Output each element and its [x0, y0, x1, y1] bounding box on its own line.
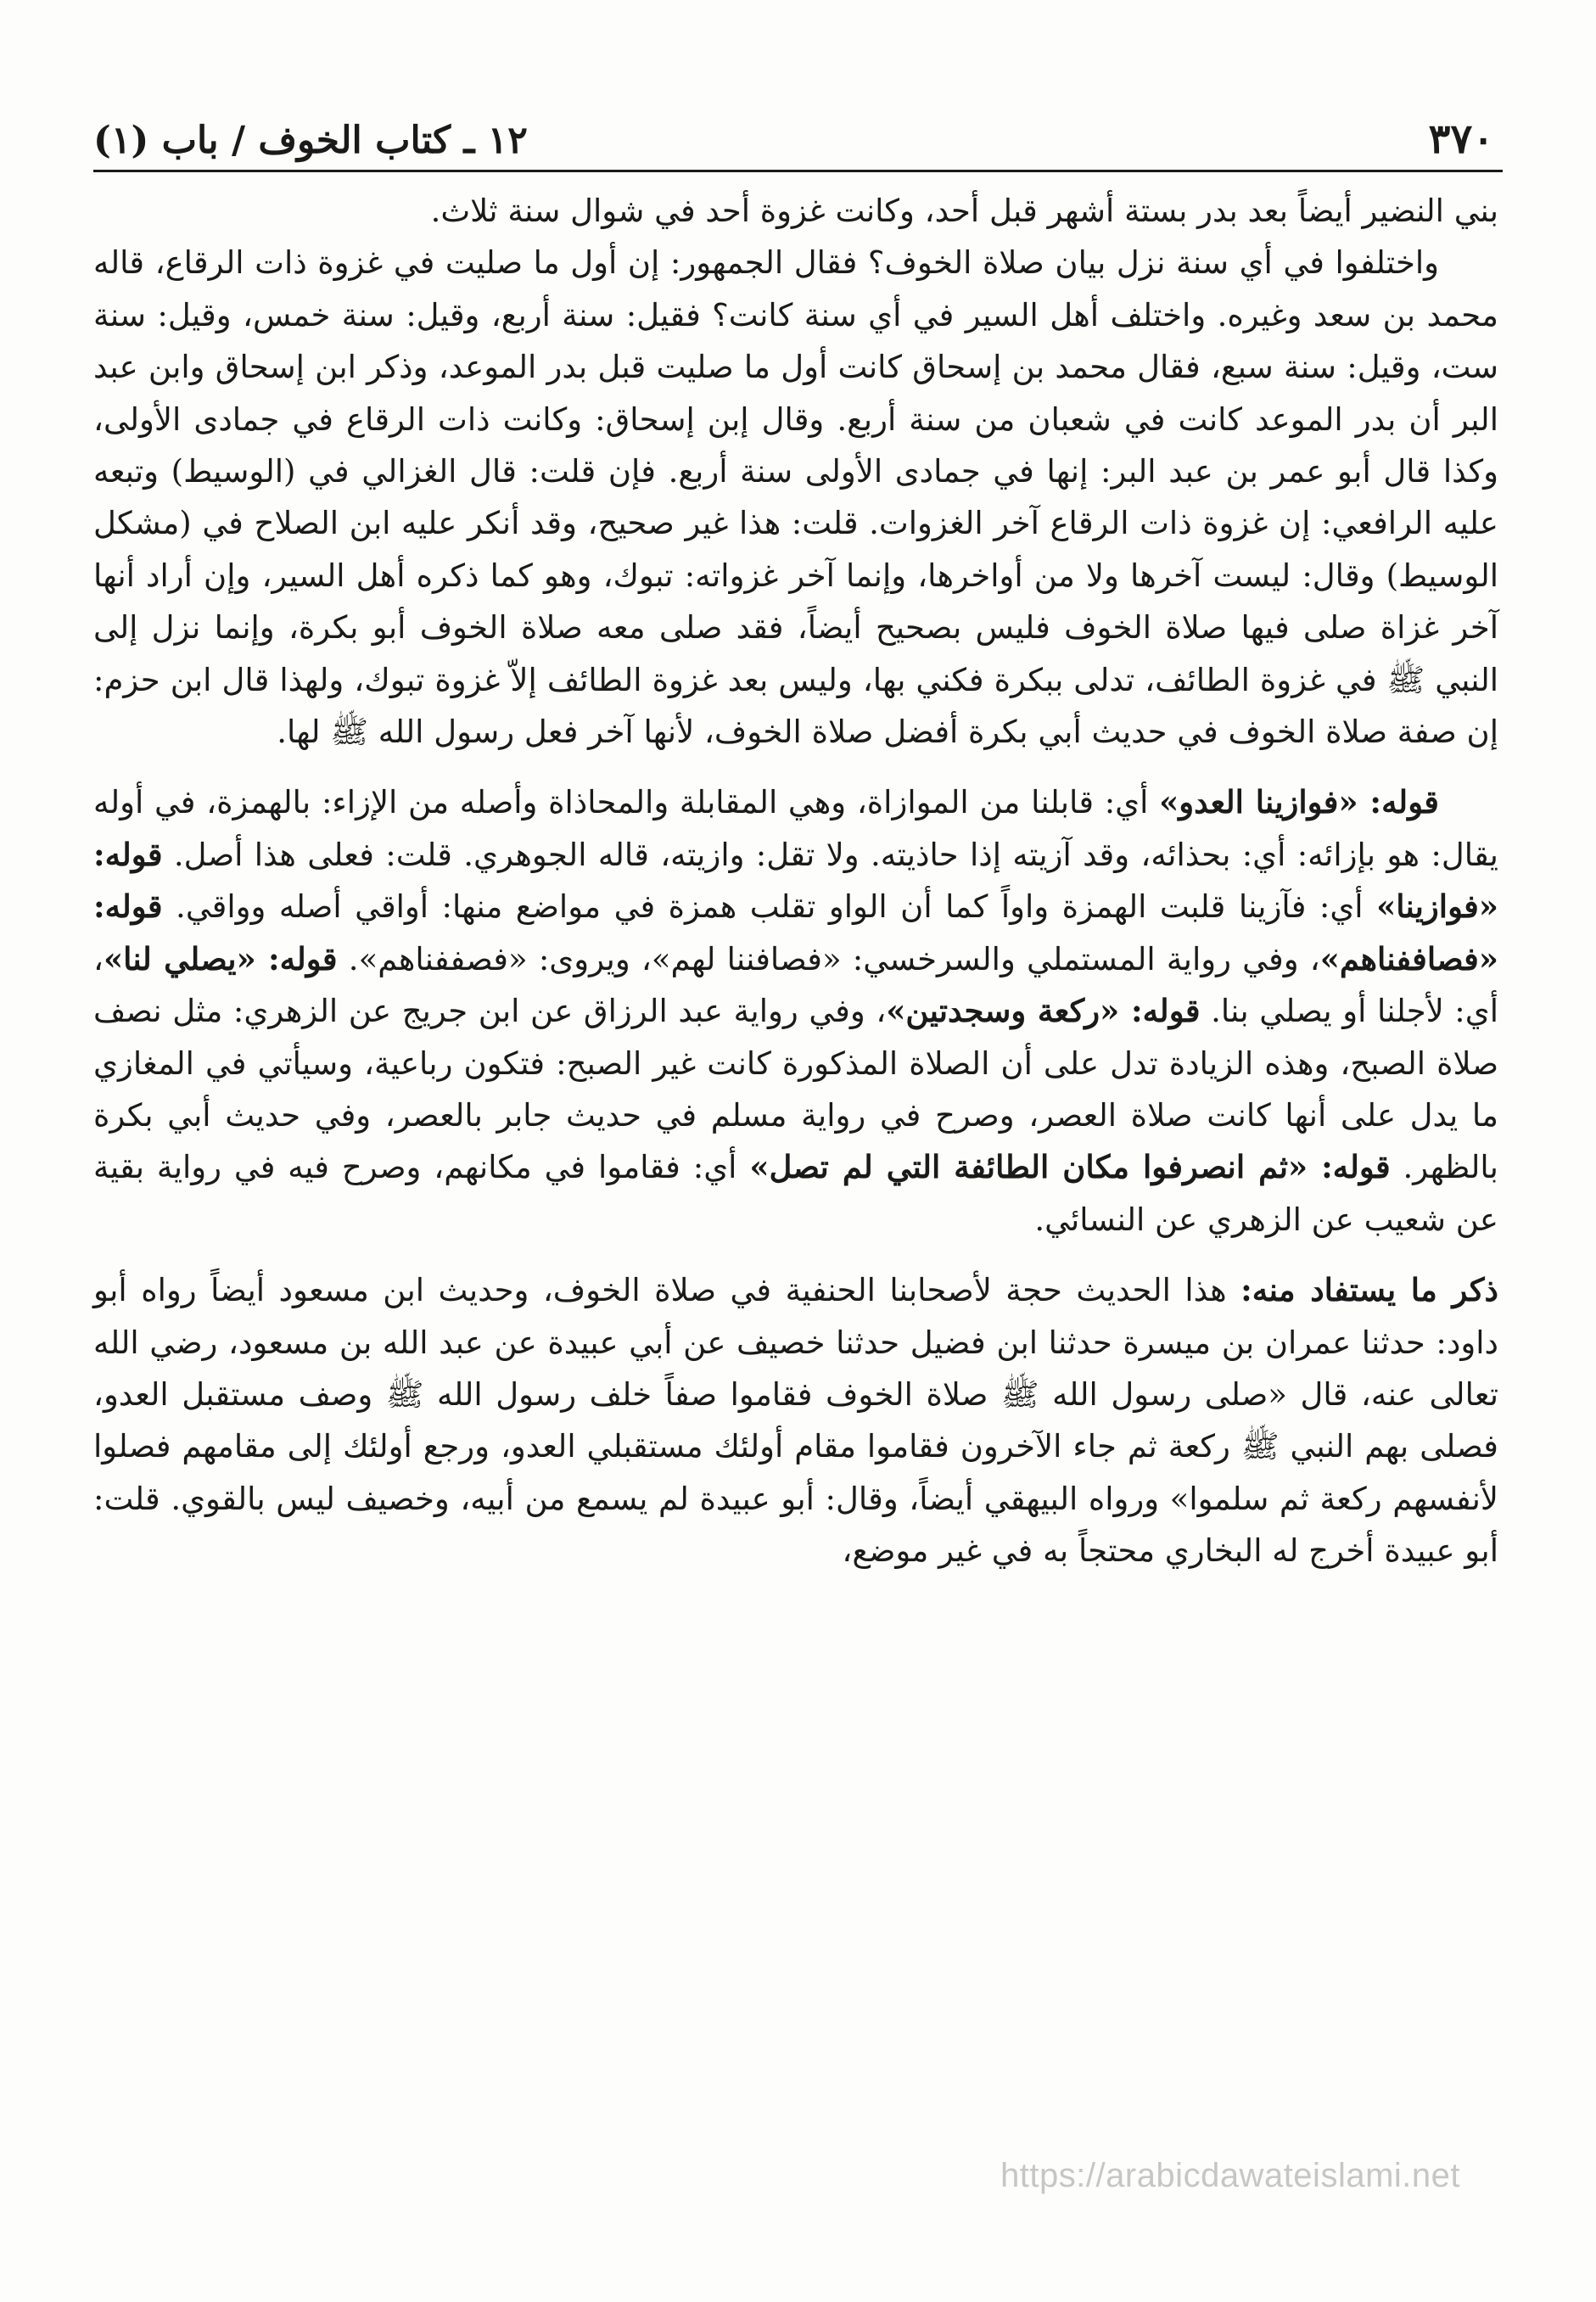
text-segment: واختلفوا في أي سنة نزل بيان صلاة الخوف؟ فقال الجمهور: إن أول ما صليت في غزوة ذات الرقاع، قاله محمد بن سعد وغيره. واختلف أهل السير في أي سنة كانت؟ فقيل: سنة أربع، وقيل: سنة خمس، وقيل: سنة ست، وقيل: سنة سبع، فقال محمد بن إسحاق كانت أول ما صليت قبل بدر الموعد، وذكر ابن إسحاق وابن عبد البر أن بدر الموعد كانت في شعبان من سنة أربع. وقال إبن إسحاق: وكانت ذات الرقاع في جمادى الأولى، وكذا قال أبو عمر بن عبد البر: إنها في جمادى الأولى سنة أربع. فإن قلت: قال الغزالي في (الوسيط) وتبعه عليه الرافعي: إن غزوة ذات الرقاع آخر الغزوات. قلت: هذا غير صحيح، وقد أنكر عليه ابن الصلاح في (مشكل الوسيط) وقال: ليست آخرها ولا من أواخرها، وإنما آخر غزواته: تبوك، وهو كما ذكره أهل السير، وإن أراد أنها آخر غزاة صلى فيها صلاة الخوف فليس بصحيح أيضاً، فقد صلى معه صلاة الخوف أبو بكرة، وإنما نزل إلى النبي ﷺ في غزوة الطائف، تدلى ببكرة فكني بها، وليس بعد غزوة الطائف إلاّ غزوة تبوك، ولهذا قال ابن حزم: إن صفة صلاة الخوف في حديث أبي بكرة أفضل صلاة الخوف، لأنها آخر فعل رسول الله ﷺ لها. — [93, 244, 1498, 751]
quote-heading: قوله: «فوازينا» — [93, 835, 1498, 926]
text-segment: ، أي: لأجلنا أو يصلي بنا. — [93, 940, 1498, 1030]
paragraph-commentary — [93, 776, 1498, 1246]
paragraph-benefits — [93, 1264, 1498, 1577]
text-segment: ، وفي رواية المستملي والسرخسي: «فصافننا لهم»، ويروى: «فصففناهم». — [337, 940, 1320, 977]
page-number: ٣٧٠ — [1428, 115, 1494, 163]
header-divider — [93, 170, 1503, 172]
quote-heading: قوله: «فوازينا العدو» — [1159, 783, 1439, 821]
watermark-url: https://arabicdawateislami.net — [1000, 2157, 1460, 2194]
paragraph-continuation — [93, 185, 1498, 237]
text-segment: أي: قابلنا من الموازاة، وهي المقابلة والمحاذاة وأصله من الإزاء: بالهمزة، في أوله يقال: هو بإزائه: أي: بحذائه، وقد آزيته إذا حاذيته. ولا تقل: وازيته، قاله الجوهري. قلت: فعلى هذا أصل. — [93, 784, 1498, 873]
running-title: ١٢ ـ كتاب الخوف / باب (١) — [93, 119, 528, 162]
section-heading: ذكر ما يستفاد منه: — [1240, 1271, 1498, 1309]
running-header — [93, 100, 1494, 163]
quote-heading: قوله: «فصاففناهم» — [93, 888, 1498, 977]
page-body — [93, 185, 1498, 2234]
quote-heading: قوله: «يصلي لنا» — [103, 939, 338, 977]
paragraph-salat-al-khawf-date — [93, 237, 1498, 758]
text-segment: هذا الحديث حجة لأصحابنا الحنفية في صلاة الخوف، وحديث ابن مسعود أيضاً رواه أبو داود: حدثنا عمران بن ميسرة حدثنا ابن فضيل حدثنا خصيف عن أبي عبيدة عن عبد الله بن مسعود، رضي الله تعالى عنه، قال «صلى رسول الله ﷺ صلاة الخوف فقاموا صفاً خلف رسول الله ﷺ وصف مستقبل العدو، فصلى بهم النبي ﷺ ركعة ثم جاء الآخرون فقاموا مقام أولئك مستقبلي العدو، ورجع أولئك إلى مقامهم فصلوا لأنفسهم ركعة ثم سلموا» ورواه البيهقي أيضاً، وقال: أبو عبيدة لم يسمع من أبيه، وخصيف ليس بالقوي. قلت: أبو عبيدة أخرج له البخاري محتجاً به في غير موضع، — [93, 1272, 1498, 1570]
text-segment: ، وفي رواية عبد الرزاق عن ابن جريج عن الزهري: مثل نصف صلاة الصبح، وهذه الزيادة تدل على أن الصلاة المذكورة كانت غير الصبح: فتكون رباعية، وسيأتي في المغازي ما يدل على أنها كانت صلاة العصر، وصرح في رواية مسلم في حديث جابر بالعصر، وفي حديث أبي بكرة بالظهر. — [93, 993, 1498, 1186]
text-segment: أي: فقاموا في مكانهم، وصرح فيه في رواية بقية عن شعيب عن الزهري عن النسائي. — [93, 1149, 1498, 1238]
quote-heading: قوله: «ركعة وسجدتين» — [886, 992, 1201, 1030]
quote-heading: قوله: «ثم انصرفوا مكان الطائفة التي لم تصل» — [749, 1148, 1391, 1186]
text-segment: بني النضير أيضاً بعد بدر بستة أشهر قبل أحد، وكانت غزوة أحد في شوال سنة ثلاث. — [430, 193, 1498, 229]
text-segment: أي: فآزينا قلبت الهمزة واواً كما أن الواو تقلب همزة في مواضع منها: أواقي أصله وواقي. — [162, 888, 1377, 926]
